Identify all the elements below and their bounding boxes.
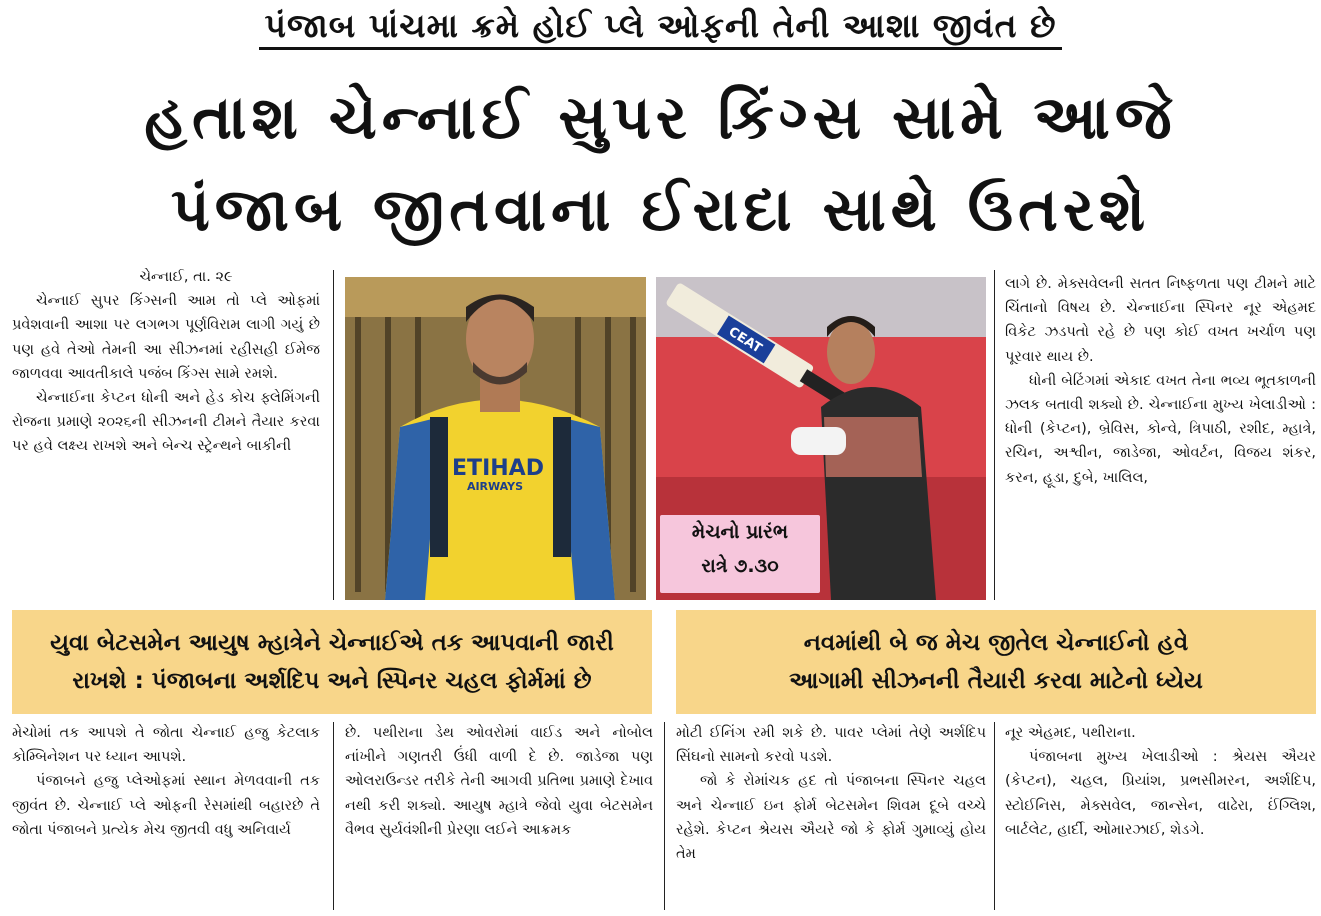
- subheadline-banner-left: [12, 610, 652, 714]
- jersey-text: ETIHAD: [452, 456, 544, 481]
- headline-line-1: હતાશ ચેન્નાઈ સુપર કિંગ્સ સામે આજે: [144, 83, 1177, 153]
- callout-line-1: મેચનો પ્રારંભ: [691, 521, 789, 543]
- kicker-text: પંજાબ પાંચમા ક્રમે હોઈ પ્લે ઓફની તેની આશા જીવંત છે: [259, 6, 1063, 50]
- paragraph: નૂર એહમદ, પથીરાના.: [1005, 725, 1136, 741]
- paragraph: ચેન્નાઈ સુપર કિંગ્સની આમ તો પ્લે ઓફમાં પ્રવેશવાની આશા પર લગભગ પૂર્ણવિરામ લાગી ગયું છે પણ હવે તેઓ તેમની આ સીઝનમાં રહીસહી ઈમેજ જાળવવા આવતીકાલે પજંબ કિંગ્સ સામે રમશે.: [12, 293, 320, 382]
- paragraph: પંજાબના મુખ્ય ખેલાડીઓ : શ્રેયસ ઐયર (કેપ્ટન), ચહલ, પ્રિયાંશ, પ્રભસીમરન, અર્શદિપ, સ્ટોઈનિસ, મેક્સવેલ, જાન્સેન, વાઢેરા, ઈંગ્લિશ, બાર્ટલેટ, હાર્દી, ઓમારઝાઈ, શેડગે.: [1005, 749, 1316, 838]
- photo-dhoni: [345, 277, 646, 600]
- article-column-4-bottom: [1005, 721, 1316, 913]
- column-divider: [333, 722, 334, 910]
- article-column-4-top: [1005, 272, 1316, 604]
- article-column-1-top: [12, 265, 320, 605]
- column-divider: [994, 722, 995, 910]
- paragraph: ધોની બેટિંગમાં એકાદ વખત તેના ભવ્ય ભૂતકાળની ઝલક બતાવી શક્યો છે. ચેન્નાઈના મુખ્ય ખેલાડીઓ : ધોની (કેપ્ટન), બ્રેવિસ, કોન્વે, ત્રિપાઠી, રશીદ, મ્હાત્રે, રચિન, અશ્વીન, જાડેજા, ઓવર્ટન, વિજય શંકર, કરન, હૂડા, દુબે, ખાલિલ,: [1005, 372, 1316, 486]
- subheadline-banner-right: [676, 610, 1316, 714]
- jersey-subtext: AIRWAYS: [466, 480, 524, 493]
- banner-right-line-1: નવમાંથી બે જ મેચ જીતેલ ચેન્નાઈનો હવે: [803, 630, 1189, 656]
- banner-left-line-1: યુવા બેટસમેન આયુષ મ્હાત્રેને ચેન્નાઈએ તક આપવાની જારી: [50, 630, 614, 656]
- headline-line-2: પંજાબ જીતવાના ઈરાદા સાથે ઉતરશે: [170, 175, 1151, 245]
- dateline: ચેન્નાઈ, તા. ૨૯: [139, 269, 233, 285]
- paragraph: લાગે છે. મેક્સવેલની સતત નિષ્ફળતા પણ ટીમને માટે ચિંતાનો વિષય છે. ચેન્નાઈના સ્પિનર નૂર એહમદ વિકેટ ઝડપતો રહે છે પણ કોઈ વખત ખર્ચાળ પણ પૂરવાર થાય છે.: [1005, 276, 1316, 365]
- banner-left-line-2: રાખશે : પંજાબના અર્શદિપ અને સ્પિનર ચહલ ફોર્મમાં છે: [72, 668, 592, 694]
- paragraph: મોટી ઈનિંગ રમી શકે છે. પાવર પ્લેમાં તેણે અર્શદિપ સિંઘનો સામનો કરવો પડશે.: [676, 725, 986, 766]
- match-time-callout: [660, 515, 820, 593]
- article-column-3-bottom: [676, 721, 986, 913]
- article-column-2-bottom: [345, 721, 653, 913]
- bat-brand: CEAT: [725, 324, 765, 357]
- column-divider: [333, 270, 334, 600]
- article-column-1-bottom: [12, 721, 320, 913]
- column-divider: [664, 722, 665, 910]
- paragraph: જો કે રોમાંચક હદ તો પંજાબના સ્પિનર ચહલ અને ચેન્નાઈ ઇન ફોર્મ બેટસમેન શિવમ દૂબે વચ્ચે રહેશે. કેપ્ટન શ્રેયસ ઐયરે જો કે ફોર્મ ગુમાવ્યું હોય તેમ: [676, 773, 986, 863]
- paragraph: મેચોમાં તક આપશે તે જોતા ચેન્નાઈ હજુ કેટલાક કોમ્બિનેશન પર ધ્યાન આપશે.: [12, 725, 320, 766]
- column-divider: [994, 270, 995, 600]
- paragraph: છે. પથીરાના ડેથ ઓવરોમાં વાઈડ અને નોબોલ નાંખીને ગણતરી ઉંધી વાળી દે છે. જાડેજા પણ ઓલરાઉન્ડર તરીકે તેની આગવી પ્રતિભા પ્રમાણે દેખાવ નથી કરી શક્યો. આયુષ મ્હાત્રે જેવો યુવા બેટસમેન વૈભવ સુર્યવંશીની પ્રેરણા લઈને આક્રમક: [345, 725, 653, 838]
- paragraph: ચેન્નાઈના કેપ્ટન ધોની અને હેડ કોચ ફ્લેમિંગની રોજના પ્રમાણે ૨૦૨૬ની સીઝનની ટીમને તૈયાર કરવા પર હવે લક્ષ્ય રાખશે અને બેન્ચ સ્ટ્રેન્થને બાકીની: [12, 390, 320, 455]
- paragraph: પંજાબને હજુ પ્લેઓફમાં સ્થાન મેળવવાની તક જીવંત છે. ચેન્નાઈ પ્લે ઓફની રેસમાંથી બહારછે તે જોતા પંજાબને પ્રત્યેક મેચ જીતવી વધુ અનિવાર્ય: [12, 773, 320, 838]
- kicker-headline: [0, 6, 1321, 46]
- callout-line-2: રાત્રે ૭.૩૦: [701, 555, 779, 577]
- banner-right-line-2: આગામી સીઝનની તૈયારી કરવા માટેનો ધ્યેય: [789, 668, 1203, 694]
